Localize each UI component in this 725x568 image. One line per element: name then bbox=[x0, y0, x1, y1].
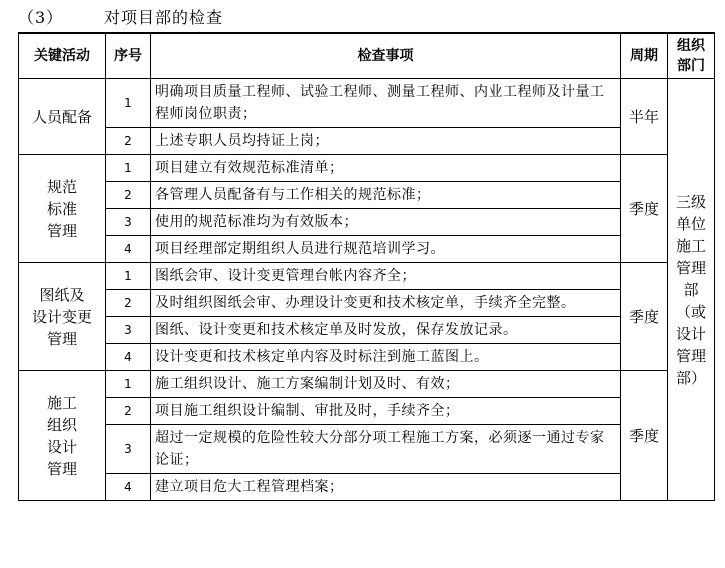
item-cell: 上述专职人员均持证上岗； bbox=[151, 128, 621, 155]
item-cell: 明确项目质量工程师、试验工程师、测量工程师、内业工程师及计量工程师岗位职责； bbox=[151, 79, 621, 128]
seq-cell: 3 bbox=[106, 317, 151, 344]
header-period: 周期 bbox=[621, 33, 668, 79]
seq-cell: 2 bbox=[106, 128, 151, 155]
seq-cell: 1 bbox=[106, 371, 151, 398]
item-cell: 项目建立有效规范标准清单； bbox=[151, 155, 621, 182]
header-seq: 序号 bbox=[106, 33, 151, 79]
table-row bbox=[19, 371, 715, 398]
table-row bbox=[19, 398, 715, 425]
seq-cell: 1 bbox=[106, 155, 151, 182]
item-cell: 建立项目危大工程管理档案； bbox=[151, 474, 621, 501]
seq-cell: 4 bbox=[106, 344, 151, 371]
table-row bbox=[19, 317, 715, 344]
table-row bbox=[19, 209, 715, 236]
item-cell: 各管理人员配备有与工作相关的规范标准； bbox=[151, 182, 621, 209]
item-cell: 使用的规范标准均为有效版本； bbox=[151, 209, 621, 236]
header-items: 检查事项 bbox=[151, 33, 621, 79]
period-cell: 季度 bbox=[621, 155, 668, 263]
item-cell: 图纸会审、设计变更管理台帐内容齐全； bbox=[151, 263, 621, 290]
section-number: （3） bbox=[18, 8, 64, 27]
item-cell: 设计变更和技术核定单内容及时标注到施工蓝图上。 bbox=[151, 344, 621, 371]
header-activity: 关键活动 bbox=[19, 33, 106, 79]
section-title bbox=[18, 5, 223, 28]
table-row bbox=[19, 344, 715, 371]
seq-cell: 3 bbox=[106, 425, 151, 474]
activity-cell: 施工 组织 设计 管理 bbox=[19, 371, 106, 501]
seq-cell: 1 bbox=[106, 79, 151, 128]
table-row bbox=[19, 290, 715, 317]
table-row bbox=[19, 182, 715, 209]
seq-cell: 3 bbox=[106, 209, 151, 236]
table-row bbox=[19, 128, 715, 155]
inspection-table bbox=[18, 32, 715, 501]
table-row bbox=[19, 155, 715, 182]
activity-cell: 人员配备 bbox=[19, 79, 106, 155]
seq-cell: 2 bbox=[106, 290, 151, 317]
seq-cell: 4 bbox=[106, 474, 151, 501]
item-cell: 图纸、设计变更和技术核定单及时发放，保存发放记录。 bbox=[151, 317, 621, 344]
org-dept-cell: 三级 单位 施工 管理 部 （或 设计 管理 部） bbox=[668, 79, 715, 501]
seq-cell: 4 bbox=[106, 236, 151, 263]
item-cell: 施工组织设计、施工方案编制计划及时、有效； bbox=[151, 371, 621, 398]
header-dept: 组织 部门 bbox=[668, 33, 715, 79]
period-cell: 季度 bbox=[621, 263, 668, 371]
table-row bbox=[19, 474, 715, 501]
seq-cell: 2 bbox=[106, 182, 151, 209]
section-heading: 对项目部的检查 bbox=[104, 8, 224, 27]
table-header-row bbox=[19, 33, 715, 79]
period-cell: 季度 bbox=[621, 371, 668, 501]
table-row bbox=[19, 425, 715, 474]
period-cell: 半年 bbox=[621, 79, 668, 155]
item-cell: 项目经理部定期组织人员进行规范培训学习。 bbox=[151, 236, 621, 263]
item-cell: 超过一定规模的危险性较大分部分项工程施工方案，必须逐一通过专家论证； bbox=[151, 425, 621, 474]
activity-cell: 规范 标准 管理 bbox=[19, 155, 106, 263]
table-row bbox=[19, 236, 715, 263]
item-cell: 及时组织图纸会审、办理设计变更和技术核定单，手续齐全完整。 bbox=[151, 290, 621, 317]
seq-cell: 2 bbox=[106, 398, 151, 425]
table-row bbox=[19, 79, 715, 128]
table-row bbox=[19, 263, 715, 290]
seq-cell: 1 bbox=[106, 263, 151, 290]
activity-cell: 图纸及 设计变更 管理 bbox=[19, 263, 106, 371]
item-cell: 项目施工组织设计编制、审批及时，手续齐全； bbox=[151, 398, 621, 425]
